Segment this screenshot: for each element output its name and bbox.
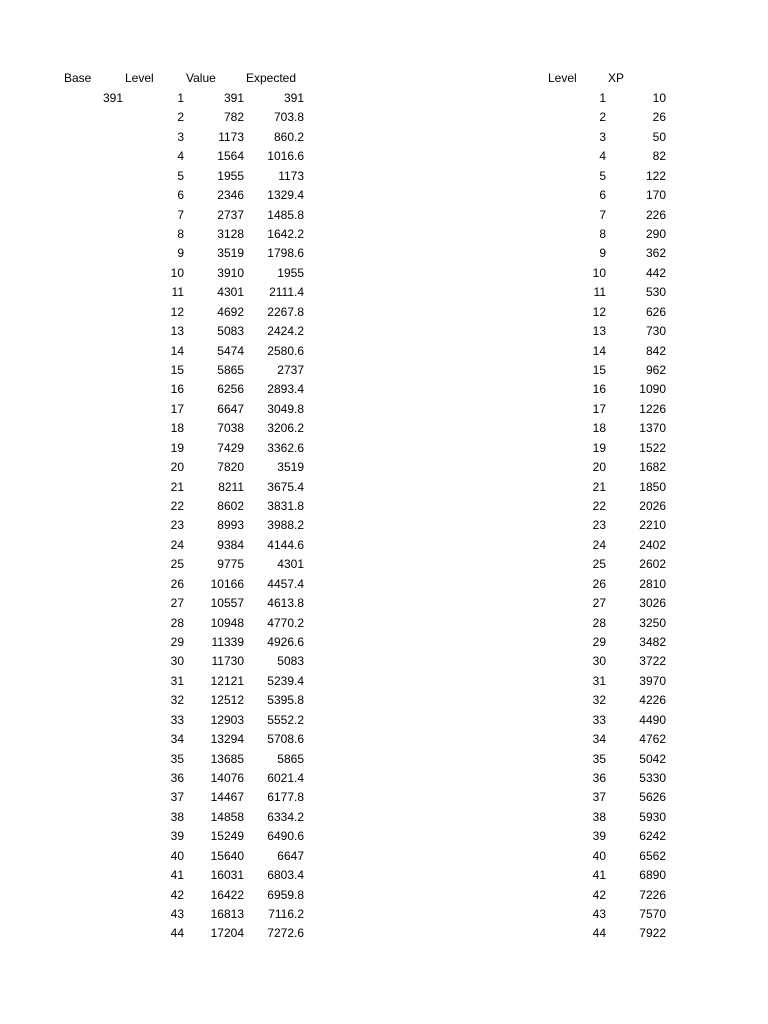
value-cell: 17204 [210,926,244,940]
level-cell: 18 [170,421,184,435]
value-cell: 7429 [217,441,244,455]
xp-cell: 4762 [639,732,666,746]
expected-cell: 6177.8 [267,790,304,804]
value-cell: 2346 [217,188,244,202]
xp-level-cell: 19 [592,441,606,455]
value-cell: 1955 [217,169,244,183]
expected-cell: 4926.6 [267,635,304,649]
level-cell: 43 [170,907,184,921]
xp-level-cell: 2 [599,110,606,124]
xp-cell: 5626 [639,790,666,804]
value-cell: 3910 [217,266,244,280]
value-cell: 16813 [210,907,244,921]
value-cell: 13294 [210,732,244,746]
value-cell: 12903 [210,713,244,727]
xp-level-cell: 8 [599,227,606,241]
value-cell: 8993 [217,518,244,532]
xp-level-cell: 44 [592,926,606,940]
xp-level-cell: 33 [592,713,606,727]
expected-cell: 2737 [277,363,304,377]
value-cell: 1564 [217,149,244,163]
level-cell: 21 [170,480,184,494]
expected-cell: 4457.4 [267,577,304,591]
level-cell: 44 [170,926,184,940]
value-cell: 10166 [210,577,244,591]
level-cell: 2 [177,110,184,124]
header-expected: Expected [246,71,297,85]
xp-level-cell: 25 [592,557,606,571]
xp-cell: 3250 [639,616,666,630]
expected-cell: 5708.6 [267,732,304,746]
expected-cell: 6490.6 [267,829,304,843]
xp-cell: 290 [645,227,666,241]
value-cell: 391 [223,91,244,105]
xp-cell: 6890 [639,868,666,882]
expected-cell: 5552.2 [267,713,304,727]
expected-cell: 5083 [277,654,304,668]
level-cell: 8 [177,227,184,241]
xp-level-cell: 37 [592,790,606,804]
value-cell: 1173 [218,130,244,144]
expected-cell: 1955 [277,266,304,280]
level-cell: 11 [171,285,184,299]
value-cell: 12121 [210,674,244,688]
xp-level-cell: 38 [592,810,606,824]
level-cell: 22 [170,499,184,513]
xp-cell: 6562 [639,849,666,863]
value-cell: 16031 [210,868,244,882]
xp-level-cell: 9 [599,246,606,260]
value-cell: 7038 [217,421,244,435]
expected-cell: 1173 [278,169,304,183]
level-cell: 19 [170,441,184,455]
xp-cell: 4226 [639,693,666,707]
xp-cell: 2026 [639,499,666,513]
xp-cell: 6242 [639,829,666,843]
xp-level-cell: 42 [592,888,606,902]
expected-cell: 1485.8 [267,208,304,222]
expected-cell: 3675.4 [267,480,304,494]
xp-cell: 1522 [639,441,666,455]
xp-cell: 3482 [639,635,666,649]
expected-cell: 2893.4 [267,382,304,396]
value-cell: 14467 [210,790,244,804]
xp-level-cell: 15 [592,363,606,377]
value-cell: 10948 [210,616,244,630]
level-cell: 41 [170,868,184,882]
xp-level-cell: 6 [599,188,606,202]
level-cell: 7 [177,208,184,222]
level-cell: 20 [170,460,184,474]
xp-level-cell: 36 [592,771,606,785]
level-cell: 30 [170,654,184,668]
expected-cell: 7116.2 [268,907,304,921]
xp-cell: 5330 [639,771,666,785]
xp-level-cell: 10 [592,266,606,280]
expected-cell: 1798.6 [267,246,304,260]
value-cell: 11730 [211,654,244,668]
xp-level-cell: 23 [592,518,606,532]
value-cell: 15249 [210,829,244,843]
expected-cell: 4144.6 [267,538,304,552]
level-cell: 5 [177,169,184,183]
level-cell: 4 [177,149,184,163]
level-cell: 33 [170,713,184,727]
expected-cell: 3206.2 [267,421,304,435]
xp-level-cell: 16 [592,382,606,396]
xp-level-cell: 24 [592,538,606,552]
level-cell: 6 [177,188,184,202]
value-cell: 6256 [217,382,244,396]
expected-cell: 5395.8 [267,693,304,707]
value-cell: 12512 [210,693,244,707]
expected-cell: 3519 [277,460,304,474]
value-cell: 9775 [217,557,244,571]
xp-level-cell: 13 [592,324,606,338]
expected-cell: 1642.2 [267,227,304,241]
value-cell: 5865 [217,363,244,377]
xp-level-cell: 30 [592,654,606,668]
level-cell: 39 [170,829,184,843]
level-cell: 31 [170,674,184,688]
value-cell: 6647 [217,402,244,416]
level-cell: 15 [170,363,184,377]
xp-cell: 1226 [639,402,666,416]
value-cell: 14076 [210,771,244,785]
expected-cell: 7272.6 [267,926,304,940]
xp-cell: 962 [645,363,666,377]
level-cell: 37 [170,790,184,804]
expected-cell: 2424.2 [267,324,304,338]
xp-cell: 3970 [639,674,666,688]
xp-level-cell: 32 [592,693,606,707]
xp-level-cell: 17 [592,402,606,416]
value-cell: 8211 [218,480,244,494]
value-cell: 5083 [217,324,244,338]
xp-level-cell: 39 [592,829,606,843]
expected-cell: 5865 [277,752,304,766]
level-cell: 27 [170,596,184,610]
expected-cell: 5239.4 [267,674,304,688]
expected-cell: 391 [283,91,304,105]
level-cell: 26 [170,577,184,591]
header-value: Value [186,71,216,85]
xp-level-cell: 41 [592,868,606,882]
level-cell: 28 [170,616,184,630]
value-cell: 10557 [210,596,244,610]
xp-level-cell: 26 [592,577,606,591]
expected-cell: 1329.4 [267,188,304,202]
xp-cell: 530 [645,285,666,299]
level-cell: 13 [170,324,184,338]
value-cell: 13685 [210,752,244,766]
level-cell: 9 [177,246,184,260]
xp-level-cell: 21 [592,480,606,494]
level-cell: 14 [170,344,184,358]
xp-cell: 842 [645,344,666,358]
expected-cell: 6803.4 [267,868,304,882]
value-cell: 4301 [217,285,244,299]
xp-level-cell: 27 [592,596,606,610]
expected-cell: 4613.8 [267,596,304,610]
level-cell: 40 [170,849,184,863]
expected-cell: 4770.2 [267,616,304,630]
value-cell: 15640 [210,849,244,863]
xp-cell: 5930 [639,810,666,824]
level-cell: 16 [170,382,184,396]
header-xp: XP [608,71,625,85]
level-cell: 42 [170,888,184,902]
level-cell: 23 [170,518,184,532]
level-cell: 1 [177,91,184,105]
xp-level-cell: 35 [592,752,606,766]
value-cell: 3128 [217,227,244,241]
xp-level-cell: 29 [592,635,606,649]
value-cell: 14858 [210,810,244,824]
level-cell: 34 [170,732,184,746]
level-cell: 17 [170,402,184,416]
expected-cell: 1016.6 [267,149,304,163]
expected-cell: 6647 [277,849,304,863]
xp-cell: 442 [645,266,666,280]
level-cell: 38 [170,810,184,824]
xp-cell: 122 [645,169,666,183]
xp-cell: 50 [652,130,666,144]
expected-cell: 2111.4 [269,285,304,299]
xp-cell: 7922 [639,926,666,940]
value-cell: 11339 [211,635,244,649]
level-cell: 35 [170,752,184,766]
value-cell: 16422 [210,888,244,902]
xp-level-cell: 11 [593,285,606,299]
value-cell: 4692 [217,305,244,319]
xp-level-cell: 43 [592,907,606,921]
xp-cell: 170 [645,188,666,202]
level-cell: 29 [170,635,184,649]
expected-cell: 703.8 [273,110,304,124]
xp-level-cell: 31 [592,674,606,688]
xp-cell: 2602 [639,557,666,571]
value-cell: 7820 [217,460,244,474]
xp-level-cell: 12 [592,305,606,319]
xp-cell: 3026 [639,596,666,610]
xp-level-cell: 14 [592,344,606,358]
xp-level-cell: 18 [592,421,606,435]
xp-level-cell: 1 [599,91,606,105]
value-cell: 8602 [217,499,244,513]
expected-cell: 2267.8 [267,305,304,319]
xp-cell: 730 [645,324,666,338]
xp-level-cell: 20 [592,460,606,474]
expected-cell: 3831.8 [267,499,304,513]
expected-cell: 6334.2 [267,810,304,824]
expected-cell: 6959.8 [267,888,304,902]
xp-cell: 1682 [639,460,666,474]
level-cell: 10 [170,266,184,280]
xp-cell: 1370 [639,421,666,435]
value-cell: 2737 [217,208,244,222]
xp-cell: 26 [652,110,666,124]
expected-cell: 3988.2 [267,518,304,532]
expected-cell: 3362.6 [267,441,304,455]
xp-cell: 10 [652,91,666,105]
expected-cell: 2580.6 [267,344,304,358]
level-cell: 32 [170,693,184,707]
base-value-cell: 391 [102,91,123,105]
xp-cell: 2810 [639,577,666,591]
xp-cell: 1850 [639,480,666,494]
xp-cell: 362 [645,246,666,260]
level-cell: 24 [170,538,184,552]
xp-cell: 5042 [639,752,666,766]
xp-level-cell: 4 [599,149,606,163]
xp-cell: 2402 [639,538,666,552]
header-level: Level [125,71,154,85]
expected-cell: 6021.4 [267,771,304,785]
value-cell: 782 [223,110,244,124]
xp-cell: 4490 [639,713,666,727]
xp-level-cell: 28 [592,616,606,630]
xp-cell: 3722 [639,654,666,668]
header-base: Base [64,71,92,85]
expected-cell: 3049.8 [267,402,304,416]
xp-level-cell: 7 [599,208,606,222]
xp-cell: 82 [652,149,666,163]
xp-cell: 2210 [639,518,666,532]
level-cell: 25 [170,557,184,571]
xp-level-cell: 5 [599,169,606,183]
value-cell: 5474 [217,344,244,358]
expected-cell: 4301 [277,557,304,571]
header-xp-level: Level [548,71,577,85]
xp-cell: 1090 [639,382,666,396]
value-cell: 3519 [217,246,244,260]
xp-cell: 626 [645,305,666,319]
value-cell: 9384 [217,538,244,552]
level-cell: 36 [170,771,184,785]
expected-cell: 860.2 [273,130,304,144]
level-cell: 12 [170,305,184,319]
xp-level-cell: 22 [592,499,606,513]
xp-level-cell: 40 [592,849,606,863]
xp-cell: 7226 [639,888,666,902]
xp-level-cell: 34 [592,732,606,746]
xp-cell: 226 [645,208,666,222]
xp-level-cell: 3 [599,130,606,144]
level-cell: 3 [177,130,184,144]
xp-cell: 7570 [639,907,666,921]
